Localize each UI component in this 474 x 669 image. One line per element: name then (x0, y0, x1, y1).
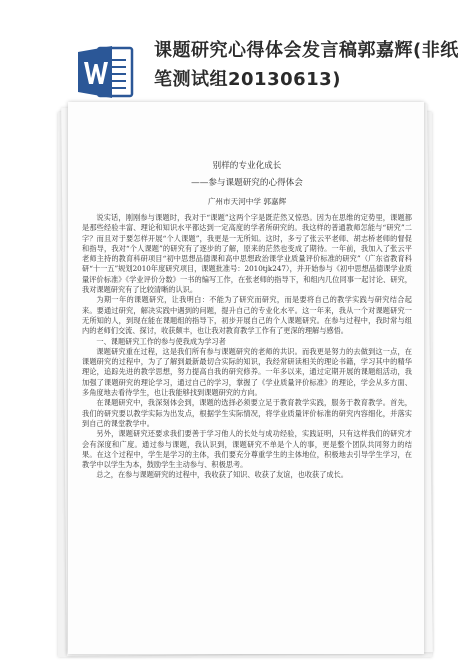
word-document-icon (76, 42, 136, 102)
paragraph: 另外，课题研究还要求我们要善于学习他人的长处与成功经验，实践证明，只有这样我们的研究才会有深度和广度。通过参与课题，我认识到，课题研究不单是个人的事，更是整个团队共同努力的结果。在这个过程中，学生是学习的主体，我们要充分尊重学生的主体地位，积极地去引导学生学习，在教学中以学生为本，鼓励学生主动参与、积极思考。 (82, 429, 412, 470)
paragraph: 在课题研究中，我深刻体会到，课题的选择必须要立足于教育教学实践，服务于教育教学。首先，我们的研究要以教学实际为出发点，根据学生实际情况，将学业质量评价标准的研究内容细化，并落实到自己的课堂教学中。 (82, 398, 412, 428)
document-body (82, 160, 412, 481)
paragraph: 课题研究重在过程，这是我们所有参与课题研究的老师的共识。而我更是努力的去做到这一点，在课题研究的过程中，为了了解到最新最切合实际的知识，我经常研读相关的理论书籍，学习其中的精华理论，追踪先进的教学思想，努力提高自我的研究修养。一年多以来，通过定期开展的课题组活动，我加强了课题研究的理论学习，通过自己的学习，掌握了《学业质量评价标准》的理论，学会从多方面、多角度地去看待学生，也让我能够找到课题研究的方向。 (82, 346, 412, 398)
page-heading: 别样的专业化成长 (212, 161, 282, 171)
page-subheading: ——参与课题研究的心得体会 (191, 178, 303, 188)
author-line: 广州市天河中学 郭嘉辉 (207, 197, 287, 206)
document-page (68, 102, 424, 654)
paragraph: 总之，在参与课题研究的过程中，我收获了知识、收获了友谊，也收获了成长。 (96, 470, 348, 480)
section-heading: 一、课题研究工作的参与使我成为学习者 (96, 336, 226, 346)
paragraph: 为期一年的课题研究，让我明白：不能为了研究而研究，而是要将自己的教学实践与研究结合起来。要通过研究，解决实践中遇到的问题，提升自己的专业化水平。这一年来，我从一个对课题研究一无所知的人，到现在能在课题组的指导下，初步开展自己的个人课题研究。在参与过程中，我时常与组内的老师们交流、探讨，收获颇丰，也让我对教育教学工作有了更深的理解与感悟。 (82, 295, 412, 336)
paragraph: 说实话，刚刚参与课题时，我对于“课题”这两个字是既茫然又惊恐。因为在思维的定势里，课题都是那些经验丰富、理论和知识水平都达到一定高度的学者所研究的。我这样的普通教师怎能与“研究”二字？而且对于要怎样开展“个人课题”，我更是一无所知。这时，多亏了张云平老师、胡志桥老师的督促和指导，我对“个人课题”的研究有了逐步的了解，原来的茫然也变成了期待。一年前，我加入了张云平老师主持的教育科研项目“初中思想品德课和高中思想政治课学业质量评价标准的研究”（广东省教育科研“十一五”规划2010年度研究项目，课题批准号：2010tjk247），并开始参与《初中思想品德课学业质量评价标准》《学业评价分数》一书的编写工作，在张老师的指导下，和组内几位同事一起讨论、研究，我对课题研究有了比较清晰的认识。 (82, 213, 412, 295)
header (0, 0, 474, 112)
document-title: 课题研究心得体会发言稿郭嘉辉(非纸笔测试组20130613) (154, 40, 459, 90)
